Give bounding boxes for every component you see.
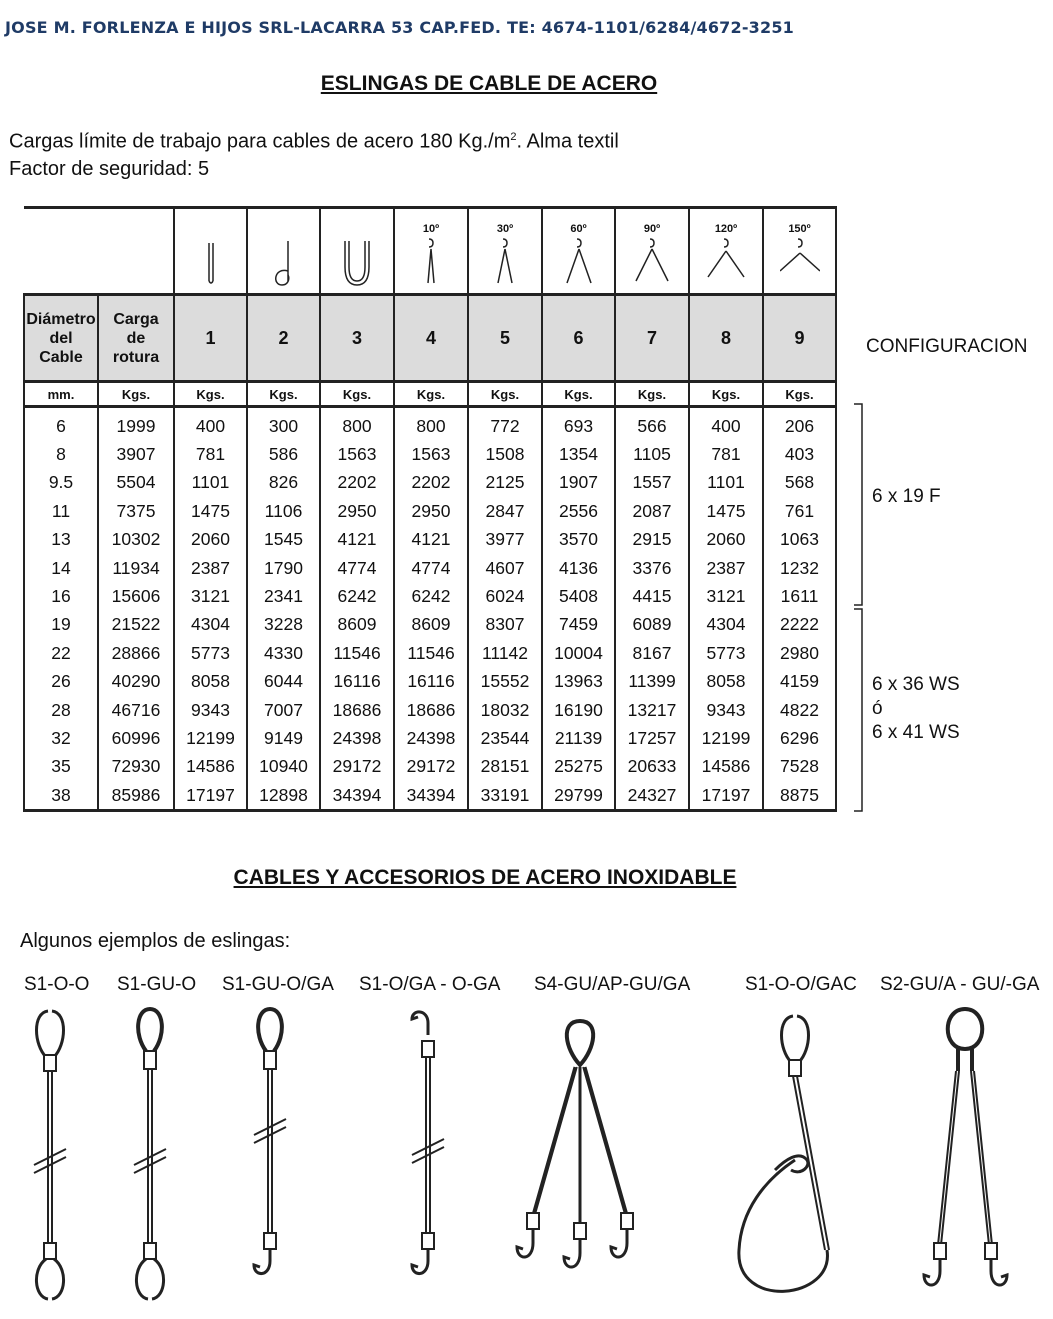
table-cell: 5773 [174, 639, 247, 667]
table-cell: 7528 [763, 753, 836, 781]
table-cell: 8609 [394, 611, 468, 639]
table-cell: 6024 [468, 582, 542, 610]
table-row [24, 611, 836, 639]
table-row [24, 469, 836, 497]
table-cell: 5773 [689, 639, 763, 667]
table-cell: 2387 [174, 554, 247, 582]
config-icon-cell: 10º [394, 208, 468, 295]
sling-label: S4-GU/AP-GU/GA [534, 974, 691, 995]
table-cell: 8609 [320, 611, 394, 639]
config-number: 7 [615, 295, 689, 382]
table-cell: 4774 [320, 554, 394, 582]
table-cell: 2202 [320, 469, 394, 497]
head-diametro: Diámetro del Cable [24, 295, 98, 382]
table-cell: 46716 [98, 696, 174, 724]
two-leg-10deg-icon [411, 237, 451, 289]
table-cell: 693 [542, 407, 615, 441]
table-cell: 9.5 [24, 469, 98, 497]
icon-row [24, 208, 836, 295]
table-cell: 24398 [394, 724, 468, 752]
table-row [24, 440, 836, 468]
table-cell: 29799 [542, 781, 615, 811]
table-cell: 4330 [247, 639, 320, 667]
table-cell: 11399 [615, 668, 689, 696]
table-cell: 28 [24, 696, 98, 724]
table-cell: 17197 [689, 781, 763, 811]
unit-cell: Kgs. [542, 382, 615, 407]
table-cell: 3376 [615, 554, 689, 582]
table-cell: 4415 [615, 582, 689, 610]
table-cell: 400 [689, 407, 763, 441]
table-cell: 11 [24, 497, 98, 525]
table-cell: 3121 [689, 582, 763, 610]
table-cell: 6296 [763, 724, 836, 752]
table-cell: 1354 [542, 440, 615, 468]
table-cell: 586 [247, 440, 320, 468]
config-icon-cell [320, 208, 394, 295]
config-icon-cell: 60º [542, 208, 615, 295]
config-icon-cell [174, 208, 247, 295]
table-cell: 25275 [542, 753, 615, 781]
table-cell: 24398 [320, 724, 394, 752]
sling-label: S1-O-O [24, 974, 90, 995]
table-cell: 8307 [468, 611, 542, 639]
table-cell: 2950 [394, 497, 468, 525]
config-number: 8 [689, 295, 763, 382]
table-row [24, 407, 836, 441]
table-cell: 3977 [468, 526, 542, 554]
table-cell: 13217 [615, 696, 689, 724]
table-cell: 4136 [542, 554, 615, 582]
table-cell: 4607 [468, 554, 542, 582]
sling-label: S1-GU-O [117, 974, 197, 995]
table-cell: 781 [174, 440, 247, 468]
table-cell: 781 [689, 440, 763, 468]
table-row [24, 554, 836, 582]
table-row [24, 639, 836, 667]
table-cell: 16116 [394, 668, 468, 696]
intro-text [9, 124, 619, 183]
intro-line-1: Cargas límite de trabajo para cables de acero 180 $Kg./m^2$. Alma textil [9, 130, 619, 153]
table-cell: 1790 [247, 554, 320, 582]
intro-line-2: Factor de seguridad: 5 [9, 157, 210, 180]
table-cell: 5504 [98, 469, 174, 497]
table-cell: 19 [24, 611, 98, 639]
unit-cell: Kgs. [247, 382, 320, 407]
table-cell: 33191 [468, 781, 542, 811]
table-cell: 1475 [689, 497, 763, 525]
config-number: 2 [247, 295, 320, 382]
unit-cell: Kgs. [763, 382, 836, 407]
table-cell: 12199 [174, 724, 247, 752]
table-cell: 206 [763, 407, 836, 441]
table-cell: 1545 [247, 526, 320, 554]
table-row [24, 724, 836, 752]
sling-label: S2-GU/A - GU/-GA [880, 974, 1040, 995]
table-cell: 6089 [615, 611, 689, 639]
sling-label: S1-O/GA - O-GA [359, 974, 501, 995]
table-cell: 6 [24, 407, 98, 441]
table-cell: 2060 [174, 526, 247, 554]
table-cell: 1563 [394, 440, 468, 468]
table-cell: 4159 [763, 668, 836, 696]
section-title-inox: CABLES Y ACCESORIOS DE ACERO INOXIDABLE [233, 866, 737, 889]
sling-s4-gu-ap-gu-ga-icon [505, 1015, 655, 1305]
sling-s2-gu-a-gu-ga-icon [910, 1005, 1020, 1305]
table-cell: 7459 [542, 611, 615, 639]
table-cell: 21139 [542, 724, 615, 752]
table-cell: 1101 [174, 469, 247, 497]
two-leg-60deg-icon [559, 237, 599, 289]
table-cell: 9343 [689, 696, 763, 724]
table-cell: 772 [468, 407, 542, 441]
examples-label: Algunos ejemplos de eslingas: [20, 930, 291, 952]
table-cell: 1106 [247, 497, 320, 525]
table-cell: 17197 [174, 781, 247, 811]
table-cell: 1907 [542, 469, 615, 497]
table-cell: 300 [247, 407, 320, 441]
table-cell: 568 [763, 469, 836, 497]
table-cell: 1105 [615, 440, 689, 468]
sling-s1-o-o-gac-icon [725, 1010, 865, 1300]
config-number: 1 [174, 295, 247, 382]
table-cell: 1557 [615, 469, 689, 497]
table-cell: 6044 [247, 668, 320, 696]
config-number: 4 [394, 295, 468, 382]
table-cell: 38 [24, 781, 98, 811]
table-row [24, 781, 836, 811]
table-cell: 1475 [174, 497, 247, 525]
table-body [24, 407, 836, 811]
table-cell: 1563 [320, 440, 394, 468]
table-cell: 15606 [98, 582, 174, 610]
two-leg-150deg-icon [780, 237, 820, 289]
table-cell: 14586 [689, 753, 763, 781]
choker-hitch-icon [264, 237, 304, 289]
table-cell: 26 [24, 668, 98, 696]
sling-s1-o-ga-icon [398, 1005, 458, 1305]
table-cell: 2125 [468, 469, 542, 497]
table-cell: 60996 [98, 724, 174, 752]
unit-cell: Kgs. [320, 382, 394, 407]
table-cell: 20633 [615, 753, 689, 781]
table-cell: 35 [24, 753, 98, 781]
table-cell: 2556 [542, 497, 615, 525]
page-title: ESLINGAS DE CABLE DE ACERO [320, 72, 658, 95]
table-cell: 12199 [689, 724, 763, 752]
unit-cell: Kgs. [174, 382, 247, 407]
sling-label: S1-O-O/GAC [745, 974, 857, 995]
table-cell: 10302 [98, 526, 174, 554]
table-cell: 826 [247, 469, 320, 497]
unit-cell: Kgs. [689, 382, 763, 407]
config-icon-cell [247, 208, 320, 295]
config-number: 5 [468, 295, 542, 382]
basket-hitch-icon [337, 237, 377, 289]
group-label-6x36ws: 6 x 36 WS ó 6 x 41 WS [872, 674, 960, 743]
table-cell: 2980 [763, 639, 836, 667]
table-cell: 1063 [763, 526, 836, 554]
unit-cell: mm. [24, 382, 98, 407]
table-cell: 18686 [394, 696, 468, 724]
config-icon-cell: 90º [615, 208, 689, 295]
table-cell: 2222 [763, 611, 836, 639]
table-cell: 8167 [615, 639, 689, 667]
table-cell: 16 [24, 582, 98, 610]
configuracion-label: CONFIGURACION [866, 336, 1028, 357]
table-row [24, 526, 836, 554]
table-cell: 800 [394, 407, 468, 441]
table-cell: 2915 [615, 526, 689, 554]
config-number: 9 [763, 295, 836, 382]
table-cell: 11546 [320, 639, 394, 667]
table-cell: 9343 [174, 696, 247, 724]
table-cell: 2060 [689, 526, 763, 554]
table-cell: 21522 [98, 611, 174, 639]
table-cell: 17257 [615, 724, 689, 752]
sling-label: S1-GU-O/GA [222, 974, 334, 995]
table-cell: 8 [24, 440, 98, 468]
unit-cell: Kgs. [468, 382, 542, 407]
table-cell: 2341 [247, 582, 320, 610]
table-cell: 10940 [247, 753, 320, 781]
table-cell: 34394 [394, 781, 468, 811]
table-cell: 18032 [468, 696, 542, 724]
table-cell: 9149 [247, 724, 320, 752]
table-cell: 4822 [763, 696, 836, 724]
table-cell: 32 [24, 724, 98, 752]
table-cell: 11142 [468, 639, 542, 667]
table-row [24, 696, 836, 724]
two-leg-30deg-icon [485, 237, 525, 289]
table-cell: 28866 [98, 639, 174, 667]
table-cell: 4304 [689, 611, 763, 639]
config-icon-cell: 30º [468, 208, 542, 295]
load-table [23, 206, 837, 812]
table-cell: 1232 [763, 554, 836, 582]
table-cell: 566 [615, 407, 689, 441]
table-row [24, 497, 836, 525]
config-number: 3 [320, 295, 394, 382]
table-cell: 1611 [763, 582, 836, 610]
group-label-6x19f: 6 x 19 F [872, 486, 941, 507]
table-cell: 800 [320, 407, 394, 441]
table-cell: 11934 [98, 554, 174, 582]
table-cell: 14586 [174, 753, 247, 781]
table-cell: 6242 [320, 582, 394, 610]
two-leg-120deg-icon [706, 237, 746, 289]
head-carga: Carga de rotura [98, 295, 174, 382]
table-cell: 6242 [394, 582, 468, 610]
table-cell: 12898 [247, 781, 320, 811]
table-cell: 23544 [468, 724, 542, 752]
table-cell: 4121 [394, 526, 468, 554]
table-cell: 3121 [174, 582, 247, 610]
table-cell: 3907 [98, 440, 174, 468]
table-cell: 8058 [174, 668, 247, 696]
table-cell: 8058 [689, 668, 763, 696]
group-bracket [852, 403, 866, 813]
config-number: 6 [542, 295, 615, 382]
table-row [24, 753, 836, 781]
table-cell: 1999 [98, 407, 174, 441]
table-cell: 2087 [615, 497, 689, 525]
table-cell: 28151 [468, 753, 542, 781]
table-cell: 2202 [394, 469, 468, 497]
unit-cell: Kgs. [615, 382, 689, 407]
table-cell: 7007 [247, 696, 320, 724]
table-row [24, 582, 836, 610]
table-cell: 29172 [394, 753, 468, 781]
table-cell: 3228 [247, 611, 320, 639]
table-cell: 400 [174, 407, 247, 441]
table-cell: 1508 [468, 440, 542, 468]
blank-cell [24, 208, 174, 295]
table-cell: 16190 [542, 696, 615, 724]
units-row [24, 382, 836, 407]
table-cell: 4121 [320, 526, 394, 554]
table-cell: 3570 [542, 526, 615, 554]
table-cell: 7375 [98, 497, 174, 525]
table-cell: 4774 [394, 554, 468, 582]
table-cell: 13963 [542, 668, 615, 696]
table-cell: 14 [24, 554, 98, 582]
table-cell: 24327 [615, 781, 689, 811]
table-cell: 5408 [542, 582, 615, 610]
table-cell: 22 [24, 639, 98, 667]
table-cell: 85986 [98, 781, 174, 811]
table-cell: 18686 [320, 696, 394, 724]
table-cell: 1101 [689, 469, 763, 497]
table-cell: 34394 [320, 781, 394, 811]
table-cell: 2950 [320, 497, 394, 525]
table-cell: 4304 [174, 611, 247, 639]
company-header: JOSE M. FORLENZA E HIJOS SRL-LACARRA 53 CAP.FED. TE: 4674-1101/6284/4672-3251 [5, 18, 794, 37]
table-cell: 403 [763, 440, 836, 468]
single-vertical-icon [191, 237, 231, 289]
table-cell: 11546 [394, 639, 468, 667]
table-cell: 40290 [98, 668, 174, 696]
sling-s1-o-o-icon [20, 1005, 80, 1305]
table-cell: 10004 [542, 639, 615, 667]
config-icon-cell: 150º [763, 208, 836, 295]
table-cell: 13 [24, 526, 98, 554]
table-cell: 16116 [320, 668, 394, 696]
table-cell: 2387 [689, 554, 763, 582]
table-cell: 2847 [468, 497, 542, 525]
sling-s1-gu-o-ga-icon [240, 1005, 300, 1305]
table-cell: 8875 [763, 781, 836, 811]
unit-cell: Kgs. [394, 382, 468, 407]
table-cell: 761 [763, 497, 836, 525]
table-cell: 29172 [320, 753, 394, 781]
table-cell: 15552 [468, 668, 542, 696]
unit-cell: Kgs. [98, 382, 174, 407]
table-cell: 72930 [98, 753, 174, 781]
two-leg-90deg-icon [632, 237, 672, 289]
config-icon-cell: 120º [689, 208, 763, 295]
sling-s1-gu-o-icon [120, 1005, 180, 1305]
header-row [24, 295, 836, 382]
table-row [24, 668, 836, 696]
